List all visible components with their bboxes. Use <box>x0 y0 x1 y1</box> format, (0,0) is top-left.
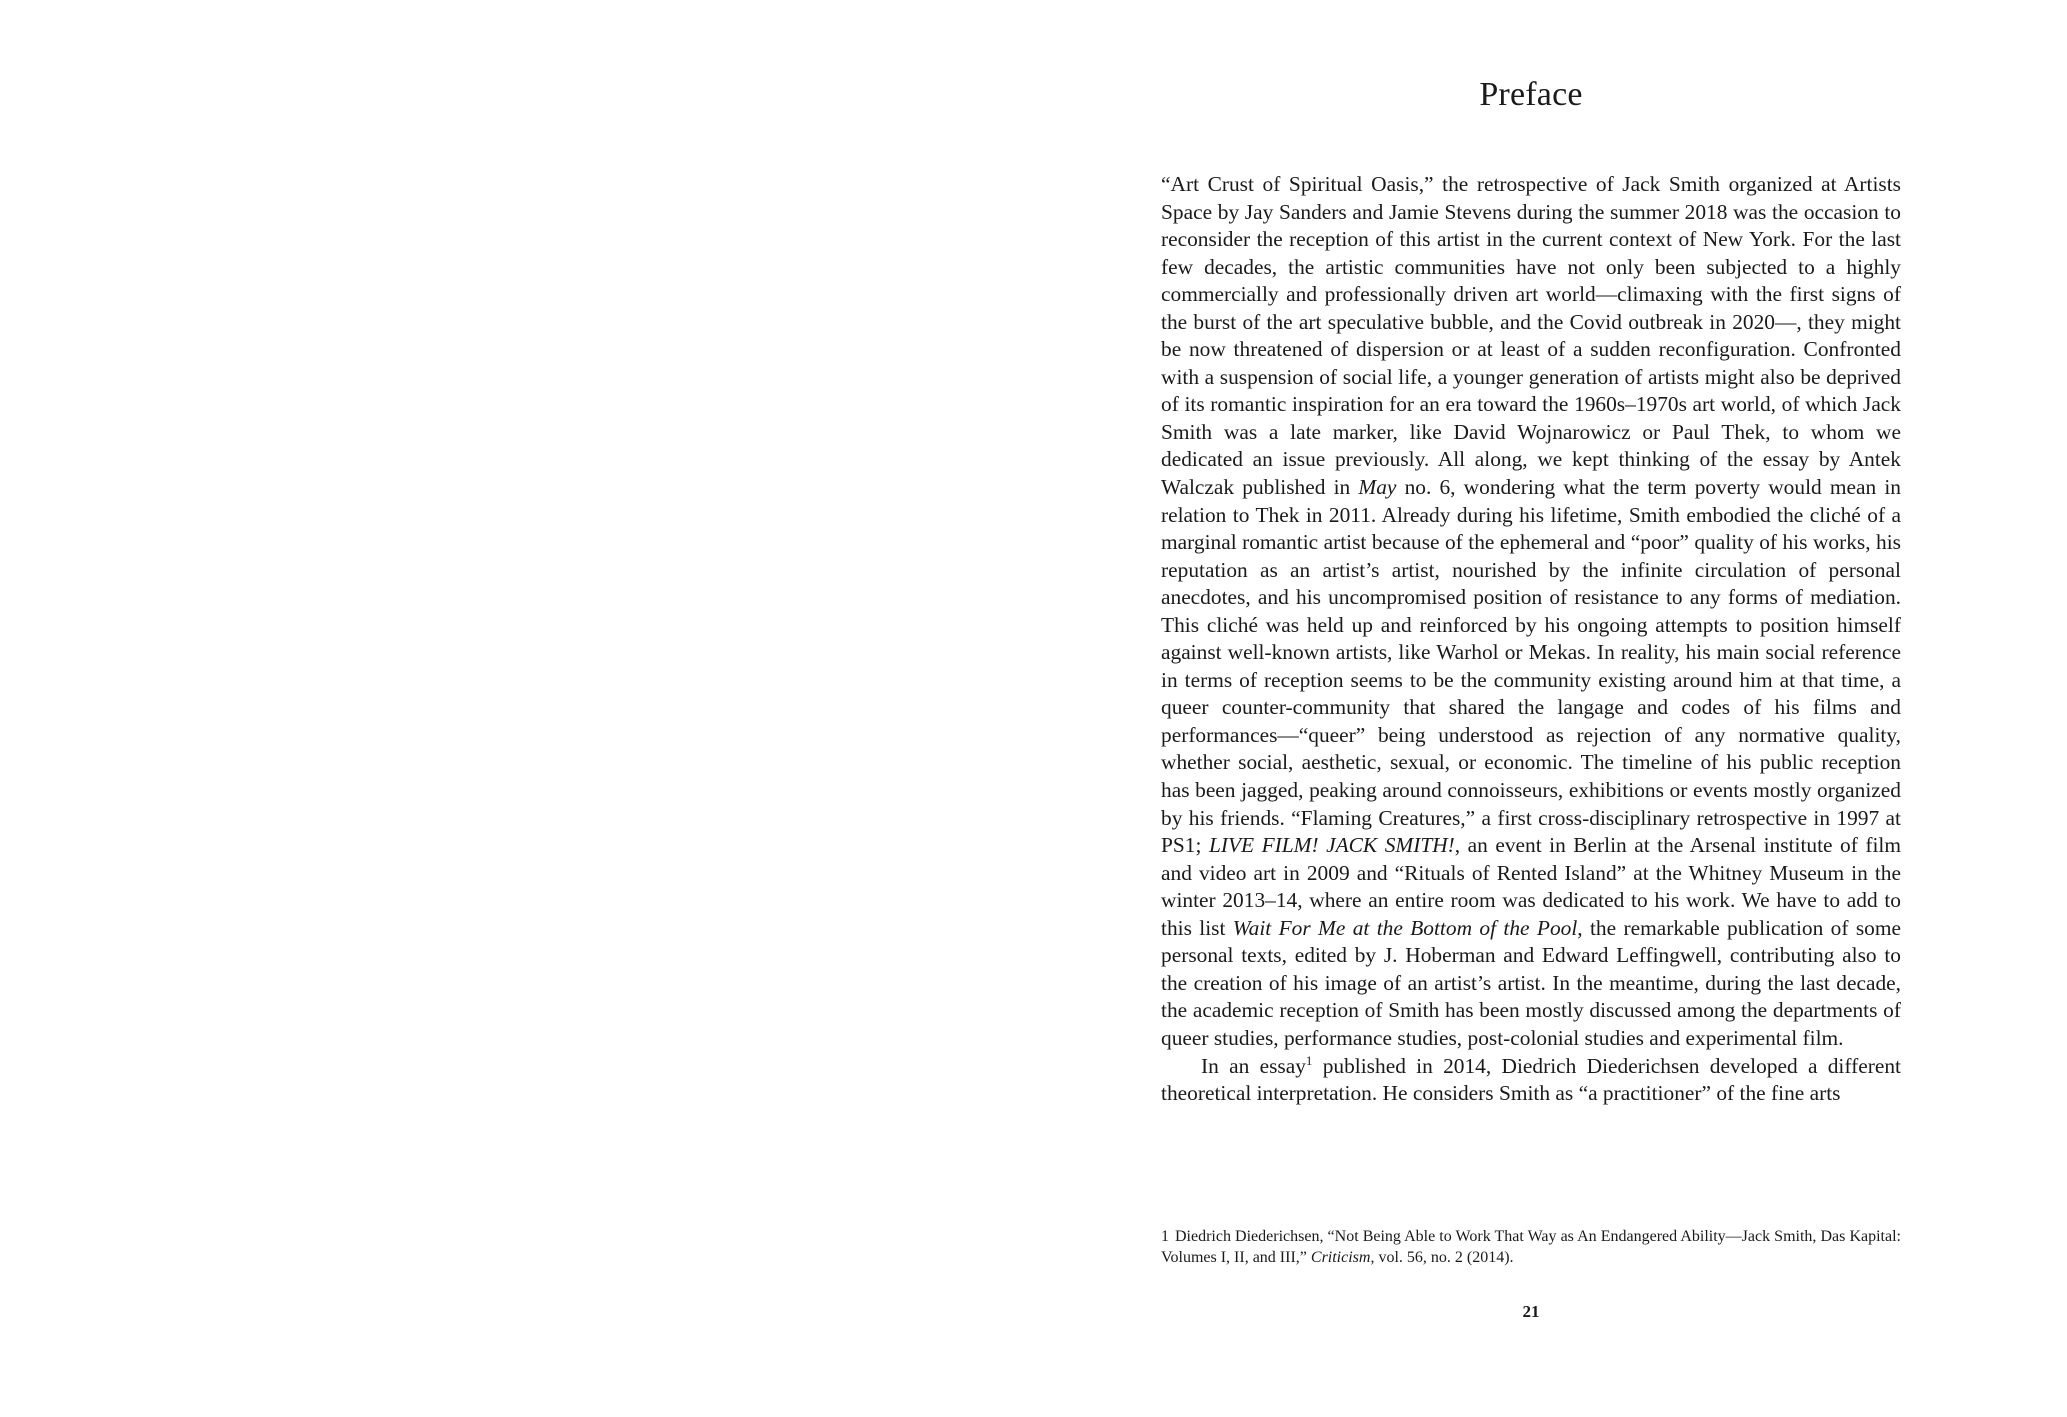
left-page-blank <box>0 0 1033 1417</box>
page-number: 21 <box>1522 1302 1540 1321</box>
paragraph-2-text-a: In an essay <box>1201 1053 1306 1078</box>
journal-title-may: May <box>1358 475 1397 500</box>
paragraph-1-text-b: no. 6, wondering what the term poverty would mean in relation to Thek in 2011. Already during his lifetime, Smith embodied the cliché of a marginal romantic artist because of the ephemeral and “poor” quality of his works, his reputation as an artist’s artist, nourished by the infinite circulation of personal anecdotes, and his uncompromised position of resistance to any forms of mediation. This cliché was held up and reinforced by his ongoing attempts to position himself against well-known artists, like Warhol or Mekas. In reality, his main social reference in terms of reception seems to be the community existing around him at that time, a queer counter-community that shared the langage and codes of his films and performances—“queer” being understood as rejection of any normative quality, whether social, aesthetic, sexual, or economic. The timeline of his public reception has been jagged, peaking around connoisseurs, exhibitions or events mostly organized by his friends. “Flaming Creatures,” a first cross-disciplinary retrospective in 1997 at PS1; <box>1161 475 1901 858</box>
footnote-text-a: Diedrich Diederichsen, “Not Being Able to Work That Way as An Endangered Ability—Jack Smith, Das Kapital: Volumes I, II, and III,” <box>1161 1228 1901 1266</box>
paragraph-2-text-b: published in 2014, Diedrich Diederichsen developed a different theoretical interpretation. He considers Smith as “a practitioner” of the fine arts <box>1161 1053 1901 1106</box>
paragraph-1-text-d: , the remarkable publication of some personal texts, edited by J. Hoberman and Edward Leffingwell, contributing also to the creation of his image of an artist’s artist. In the meantime, during the last decade, the academic reception of Smith has been mostly discussed among the departments of queer studies, performance studies, post-colonial studies and experimental film. <box>1161 915 1901 1050</box>
event-title-live-film: LIVE FILM! JACK SMITH! <box>1208 833 1455 858</box>
paragraph-2 <box>1161 1053 1901 1108</box>
paragraph-1 <box>1161 171 1901 1053</box>
footnote-1 <box>1161 1226 1901 1268</box>
footnote-text-b: , vol. 56, no. 2 (2014). <box>1370 1249 1514 1266</box>
page-title: Preface <box>1479 76 1583 113</box>
footnote-reference[interactable]: 1 <box>1305 1052 1313 1068</box>
book-title-wait-for-me: Wait For Me at the Bottom of the Pool <box>1232 915 1578 940</box>
footnote-number: 1 <box>1161 1228 1169 1245</box>
footnote-journal-title: Criticism <box>1310 1249 1371 1266</box>
paragraph-1-text-a: “Art Crust of Spiritual Oasis,” the retrospective of Jack Smith organized at Artists Space by Jay Sanders and Jamie Stevens during the summer 2018 was the occasion to reconsider the reception of this artist in the current context of New York. For the last few decades, the artistic communities have not only been subjected to a highly commercially and professionally driven art world—climaxing with the first signs of the burst of the art speculative bubble, and the Covid outbreak in 2020—, they might be now threatened of dispersion or at least of a sudden reconfiguration. Confronted with a suspension of social life, a younger generation of artists might also be deprived of its romantic inspiration for an era toward the 1960s–1970s art world, of which Jack Smith was a late marker, like David Wojnarowicz or Paul Thek, to whom we dedicated an issue previously. All along, we kept thinking of the essay by Antek Walczak published in <box>1161 172 1901 500</box>
paragraph-1-text-c: , an event in Berlin at the Arsenal institute of film and video art in 2009 and “Rituals of Rented Island” at the Whitney Museum in the winter 2013–14, where an entire room was dedicated to his work. We have to add to this list <box>1161 833 1901 940</box>
body-text <box>1161 171 1901 1108</box>
right-page <box>1033 0 2067 1417</box>
